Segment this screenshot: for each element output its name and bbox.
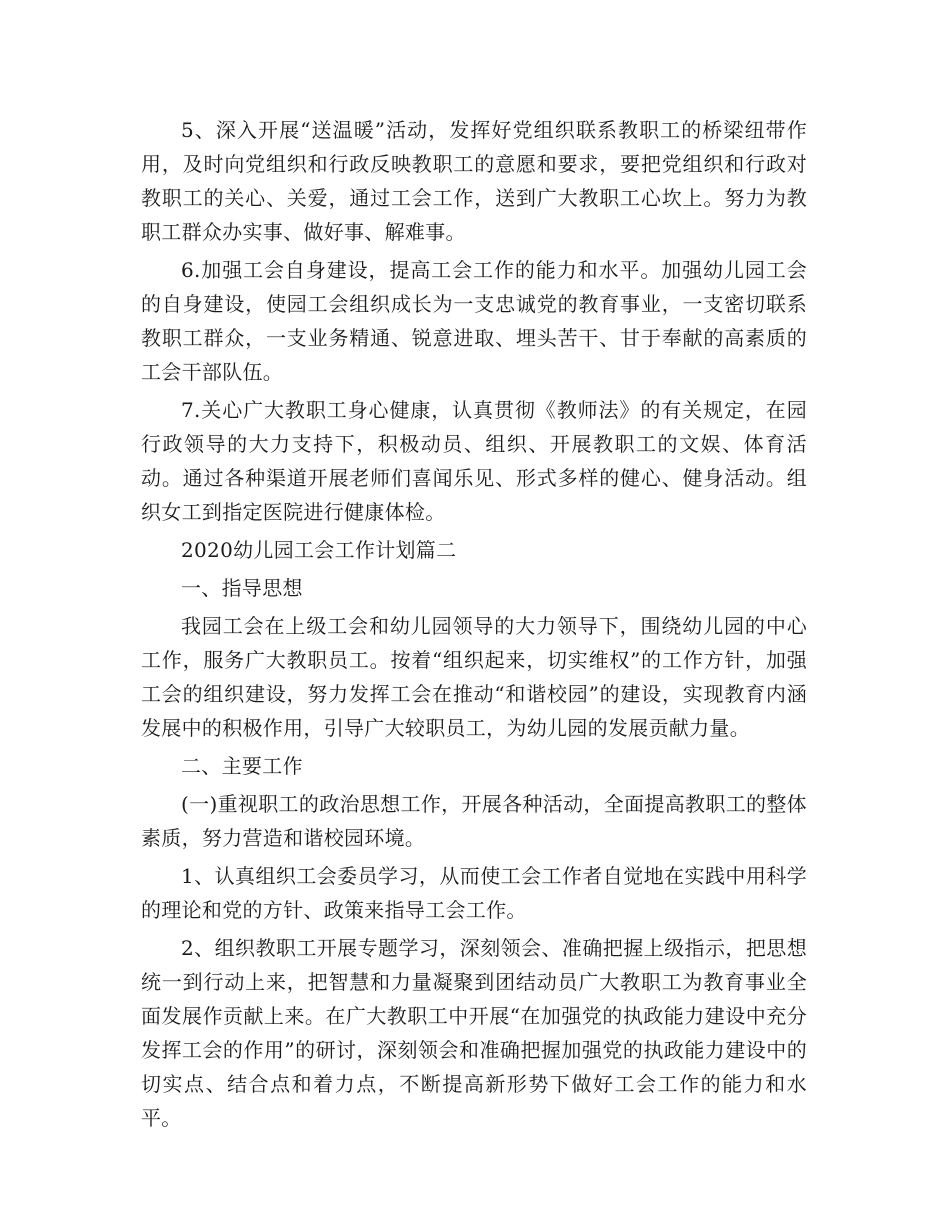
paragraph-guiding-thought: 我园工会在上级工会和幼儿园领导的大力领导下，围绕幼儿园的中心工作，服务广大教职员工。按着“组织起来，切实维权”的工作方针，加强工会的组织建设，努力发挥工会在推动“和谐校园”的建设，实现教育内涵发展中的积极作用，引导广大较职员工，为幼儿园的发展贡献力量。 — [141, 614, 807, 740]
heading-guiding-thought: 一、指导思想 — [181, 576, 303, 600]
paragraph-main-work-1: (一)重视职工的政治思想工作，开展各种活动，全面提高教职工的整体素质，努力营造和谐校园环境。 — [141, 792, 807, 850]
heading-main-work: 二、主要工作 — [181, 754, 303, 778]
paragraph-item-5: 5、深入开展“送温暖”活动，发挥好党组织联系教职工的桥梁纽带作用，及时向党组织和行政反映教职工的意愿和要求，要把党组织和行政对教职工的关心、关爱，通过工会工作，送到广大教职工心坎上。努力为教职工群众办实事、做好事、解难事。 — [141, 118, 807, 244]
section-title: 2020幼儿园工会工作计划篇二 — [181, 538, 457, 562]
paragraph-item-7: 7.关心广大教职工身心健康，认真贯彻《教师法》的有关规定，在园行政领导的大力支持下，积极动员、组织、开展教职工的文娱、体育活动。通过各种渠道开展老师们喜闻乐见、形式多样的健心、健身活动。组织女工到指定医院进行健康体检。 — [141, 398, 807, 524]
paragraph-item-6: 6.加强工会自身建设，提高工会工作的能力和水平。加强幼儿园工会的自身建设，使园工会组织成长为一支忠诚党的教育事业，一支密切联系教职工群众，一支业务精通、锐意进取、埋头苦干、甘于奉献的高素质的工会干部队伍。 — [141, 258, 807, 384]
document-body — [141, 113, 807, 1139]
paragraph-item-1: 1、认真组织工会委员学习，从而使工会工作者自觉地在实践中用科学的理论和党的方针、政策来指导工会工作。 — [141, 864, 807, 922]
paragraph-item-2: 2、组织教职工开展专题学习，深刻领会、准确把握上级指示，把思想统一到行动上来，把智慧和力量凝聚到团结动员广大教职工为教育事业全面发展作贡献上来。在广大教职工中开展“在加强党的执政能力建设中充分发挥工会的作用”的研讨，深刻领会和准确把握加强党的执政能力建设中的切实点、结合点和着力点，不断提高新形势下做好工会工作的能力和水平。 — [141, 936, 807, 1130]
